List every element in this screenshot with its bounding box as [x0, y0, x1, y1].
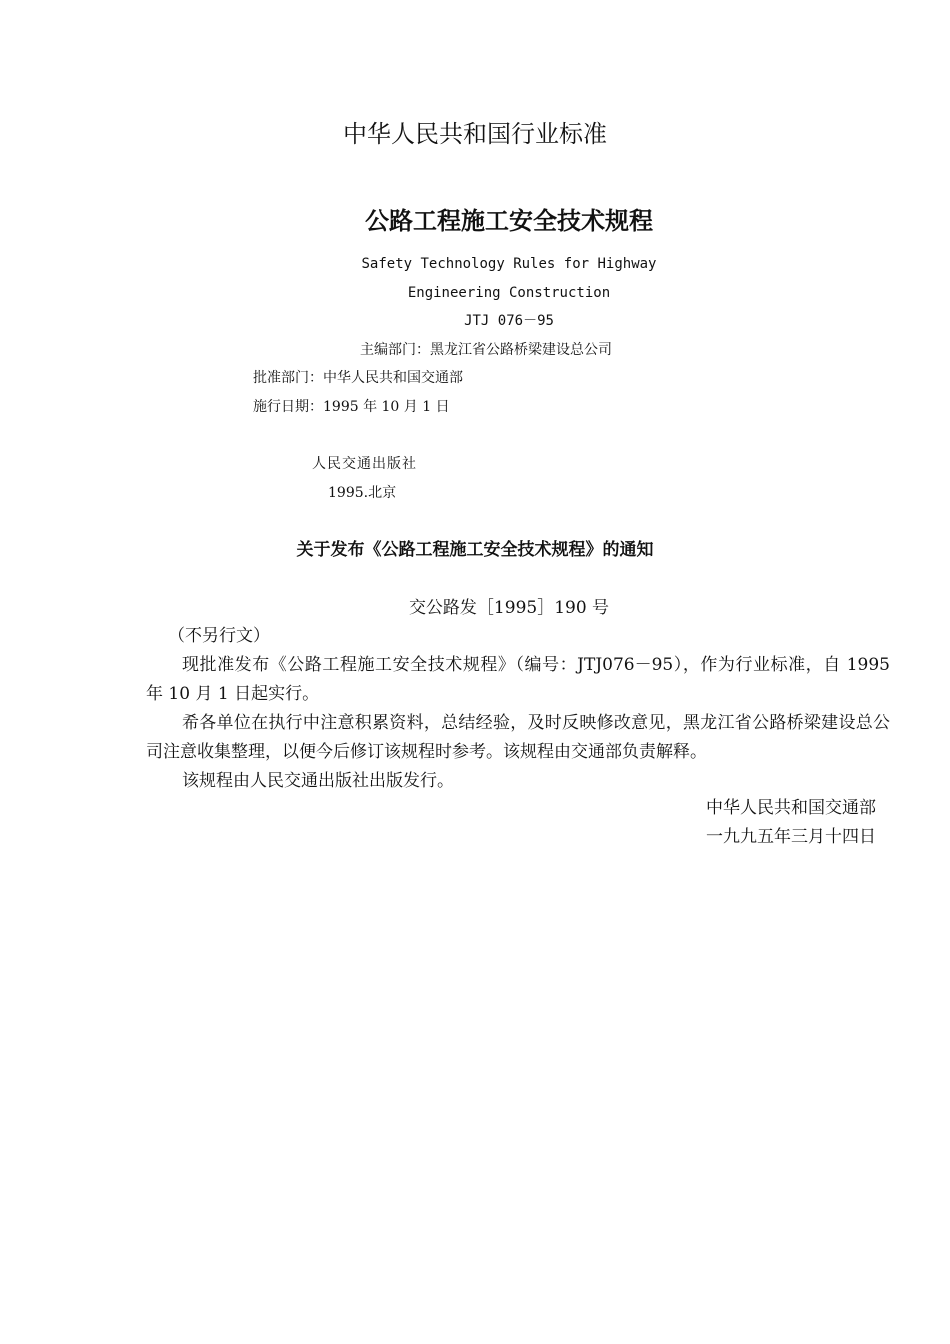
notice-paragraph: 希各单位在执行中注意积累资料，总结经验，及时反映修改意见，黑龙江省公路桥梁建设总公司注意收集整理，以便今后修订该规程时参考。该规程由交通部负责解释。	[146, 713, 890, 762]
effective-date: 施行日期：1995 年 10 月 1 日	[253, 399, 450, 415]
notice-title: 关于发布《公路工程施工安全技术规程》的通知	[296, 540, 654, 560]
signature-date: 一九九五年三月十四日	[706, 827, 876, 847]
signature-organization: 中华人民共和国交通部	[706, 798, 876, 818]
english-title-line-2: Engineering Construction	[407, 285, 611, 301]
standard-category: 中华人民共和国行业标准	[343, 120, 607, 148]
publisher-place-year: 1995.北京	[328, 485, 397, 501]
approving-department: 批准部门：中华人民共和国交通部	[253, 370, 463, 386]
editor-department: 主编部门：黑龙江省公路桥梁建设总公司	[360, 342, 612, 358]
notice-remark: （不另行文）	[168, 626, 270, 646]
english-title-line-1: Safety Technology Rules for Highway	[361, 256, 657, 272]
standard-code: JTJ 076－95	[464, 313, 554, 329]
notice-document-number: 交公路发［1995］190 号	[408, 598, 610, 618]
publisher-name: 人民交通出版社	[312, 456, 417, 472]
notice-paragraph: 现批准发布《公路工程施工安全技术规程》（编号：JTJ076－95），作为行业标准，自 1995 年 10 月 1 日起实行。	[146, 655, 890, 704]
document-title: 公路工程施工安全技术规程	[365, 206, 653, 235]
notice-paragraph: 该规程由人民交通出版社出版发行。	[182, 771, 454, 791]
